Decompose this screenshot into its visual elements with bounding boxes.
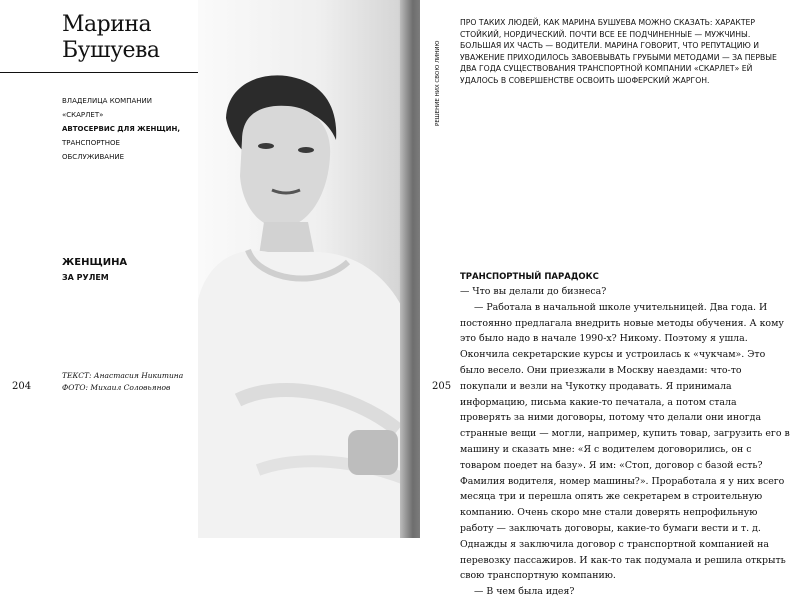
running-head: [433, 8, 443, 128]
portrait-photo: [198, 0, 420, 538]
role-line-3: АВТОСЕРВИС ДЛЯ ЖЕНЩИН,: [62, 125, 181, 133]
role-line-1: ВЛАДЕЛИЦА КОМПАНИИ: [62, 97, 153, 105]
portrait-illustration: [198, 0, 420, 538]
person-name: Марина Бушуева: [62, 12, 160, 63]
running-head-text: РЕШЕНИЕ НИХ СВОЮ ЛИНИЮ: [435, 40, 441, 126]
answer-1: — Работала в начальной школе учительницей. Два года. И постоянно предлагала внедрить новые методы обучения. А кому это было надо в начале 1990-х? Никому. Поэтому я ушла. Окончила секретарские курсы и устроилась к «чукчам». Это было весело. Они приезжали в Москву наездами: что-то покупали и везли на Чукотку продавать. Я принимала информацию, письма какие-то печатала, а потом стала проверять за ними договоры, потому что делали они иногда странные вещи — могли, например, купить товар, загрузить его в машину и сказать мне: «Я с водителем договорились, он с товаром поедет на базу». Я им: «Стоп, договор с базой есть? Фамилия водителя, номер машины?». Проработала я у них всего месяца три и перешла опять же секретарем в строительную компанию. Очень скоро мне стали доверять непрофильную работу — заключать договоры, какие-то бумаги вести и т. д. Однажды я заключила договор с транспортной компанией на перевозку пассажиров. И как-то так подумала и решила открыть свою транспортную компанию.: [460, 301, 790, 582]
credits: [62, 370, 183, 394]
question-2: — В чем была идея?: [474, 586, 575, 598]
section-subtitle: ЗА РУЛЕМ: [62, 273, 109, 282]
section-title: ЖЕНЩИНА: [62, 257, 128, 268]
page-number-right: 205: [432, 381, 452, 392]
role-line-2: «СКАРЛЕТ»: [62, 111, 104, 119]
left-page: [0, 0, 420, 538]
role-line-5: ОБСЛУЖИВАНИЕ: [62, 153, 125, 161]
role-line-4: ТРАНСПОРТНОЕ: [62, 139, 120, 147]
lead-paragraph: ПРО ТАКИХ ЛЮДЕЙ, КАК МАРИНА БУШУЕВА МОЖНО СКАЗАТЬ: ХАРАКТЕР СТОЙКИЙ, НОРДИЧЕСКИЙ. ПОЧТИ ВСЕ ЕЕ ПОДЧИНЕННЫЕ — МУЖЧИНЫ. БОЛЬШАЯ ИХ ЧАСТЬ — ВОДИТЕЛИ. МАРИНА ГОВОРИТ, ЧТО РЕПУТАЦИЮ И УВАЖЕНИЕ ПРИХОДИЛОСЬ ЗАВОЕВЫВАТЬ ГРУБЫМИ МЕТОДАМИ — ЗА ПЕРВЫЕ ДВА ГОДА СУЩЕСТВОВАНИЯ ТРАНСПОРТНОЙ КОМПАНИИ «СКАРЛЕТ» ЕЙ УДАЛОСЬ В СОВЕРШЕНСТВЕ ОСВОИТЬ ШОФЕРСКИЙ ЖАРГОН.: [460, 18, 777, 85]
subheading: ТРАНСПОРТНЫЙ ПАРАДОКС: [460, 272, 599, 282]
person-role: [62, 94, 212, 164]
question-1: — Что вы делали до бизнеса?: [460, 286, 607, 297]
article-body: [460, 284, 790, 600]
title-rule: [0, 72, 200, 73]
credit-text: ТЕКСТ: Анастасия Никитина: [62, 371, 184, 380]
page-number-left: 204: [12, 381, 32, 392]
credit-photo: ФОТО: Михаил Соловьянов: [62, 383, 171, 392]
section-label: [62, 255, 127, 285]
